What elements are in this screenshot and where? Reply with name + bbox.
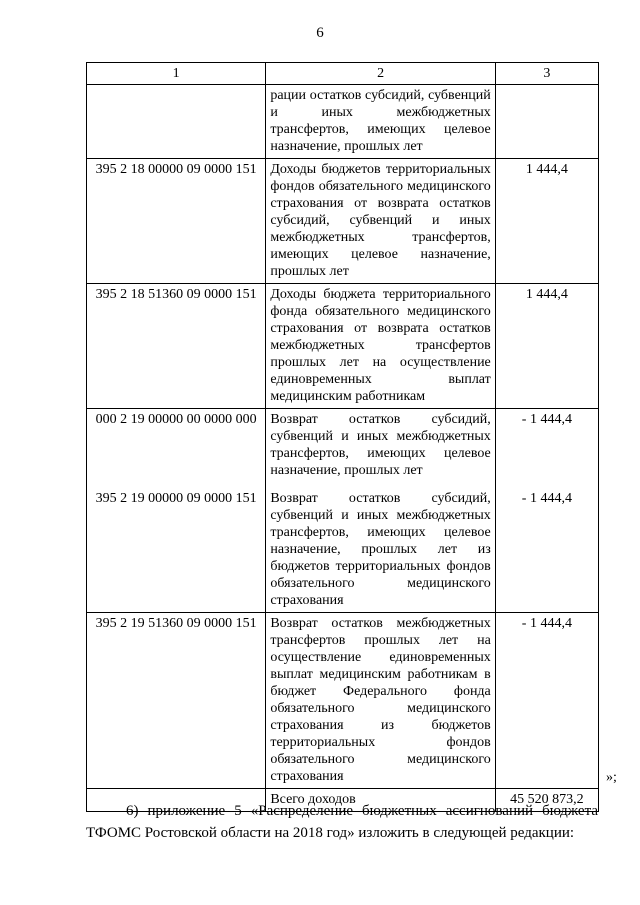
page-number: 6 (316, 25, 324, 41)
header-col-2: 2 (266, 63, 495, 85)
table-header-row (87, 63, 599, 85)
paragraph-text: 6) приложение 5 «Распределение бюджетных ассигнований бюджета ТФОМС Ростовской области на 2018 год» изложить в следующей редакции: (86, 803, 598, 841)
row-code: 395 2 19 00000 09 0000 151 (87, 482, 266, 613)
row-description: Возврат остатков субсидий, субвенций и иных межбюджетных трансфертов, имеющих целевое назначение, прошлых лет из бюджетов территориальных фондов обязательного медицинского страхования (266, 482, 495, 613)
row-amount: - 1 444,4 (495, 409, 598, 483)
header-col-3: 3 (495, 63, 598, 85)
income-table (86, 62, 599, 812)
table-row (87, 482, 599, 613)
row-code: 395 2 18 51360 09 0000 151 (87, 284, 266, 409)
table-row (87, 159, 599, 284)
row-code: 395 2 18 00000 09 0000 151 (87, 159, 266, 284)
total-amount: 45 520 873,2 (495, 789, 598, 812)
row-code: 000 2 19 00000 00 0000 000 (87, 409, 266, 483)
closing-quote-mark: »; (606, 770, 617, 785)
row-description: Возврат остатков субсидий, субвенций и иных межбюджетных трансфертов, имеющих целевое назначение, прошлых лет (266, 409, 495, 483)
row-code (87, 85, 266, 159)
table-row (87, 284, 599, 409)
header-col-1: 1 (87, 63, 266, 85)
amendment-paragraph (86, 800, 598, 844)
row-code: 395 2 19 51360 09 0000 151 (87, 613, 266, 789)
row-amount: 1 444,4 (495, 159, 598, 284)
row-description: Доходы бюджетов территориальных фондов обязательного медицинского страхования от возврата остатков субсидий, субвенций и иных межбюджетных трансфертов, имеющих целевое назначение, прошлых лет (266, 159, 495, 284)
table-row (87, 409, 599, 483)
row-description: рации остатков субсидий, субвенций и иных межбюджетных трансфертов, имеющих целевое назначение, прошлых лет (266, 85, 495, 159)
row-description: Доходы бюджета территориального фонда обязательного медицинского страхования от возврата остатков межбюджетных трансфертов прошлых лет на осуществление единовременных выплат медицинским работникам (266, 284, 495, 409)
row-amount: 1 444,4 (495, 284, 598, 409)
table-row (87, 85, 599, 159)
table-row (87, 613, 599, 789)
total-label: Всего доходов (266, 789, 495, 812)
row-amount: - 1 444,4 (495, 613, 598, 789)
row-amount: - 1 444,4 (495, 482, 598, 613)
row-description: Возврат остатков межбюджетных трансфертов прошлых лет на осуществление единовременных выплат медицинским работникам в бюджет Федерального фонда обязательного медицинского страхования из бюджетов территориальных фондов обязательного медицинского страхования (266, 613, 495, 789)
row-amount (495, 85, 598, 159)
